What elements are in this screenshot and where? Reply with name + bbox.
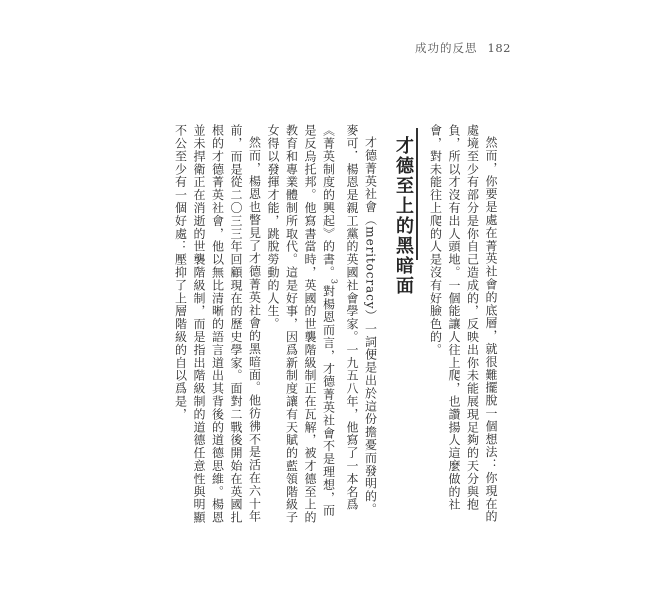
- running-header: [415, 40, 511, 56]
- paragraph-2: [264, 124, 380, 524]
- paragraph-1: 然而，你要是處在菁英社會的底層，就很難擺脫一個想法：你現在的處境至少有部分是你自己造成的，反映出你未能展現足夠的天分與抱負，所以才沒有出人頭地。一個能讓人往上爬，也讚揚人這麼做的社會，對未能往上爬的人是沒有好臉色的。: [428, 124, 498, 523]
- paragraph-3: [171, 124, 264, 524]
- footnote-marker: 3: [329, 278, 339, 285]
- book-page-body: [155, 124, 500, 524]
- section-heading: 才德至上的黑暗面: [394, 124, 413, 524]
- book-title: 成功的反思: [415, 41, 478, 55]
- paragraph-2-text-a: 才德菁英社會（meritocracy）一詞便是出於這份擔憂而發明的。麥可．楊恩是親工黨的英國社會學家。一九五八年，他寫了一本名爲《菁英制度的興起》的書。: [321, 124, 378, 516]
- paragraph-2-text-b: 對楊恩而言，才德菁英社會不是理想，而是反烏托邦。他寫書當時，英國的世襲階級制正在瓦解，被才德至上的教育和專業體制所取代。這是好事，因爲新制度讓有天賦的藍領階級子女得以發揮才能，跳脫勞動的人生。: [266, 124, 336, 524]
- page-number: 182: [487, 41, 511, 55]
- paragraph-3-text: 然而，楊恩也瞥見了才德菁英社會的黑暗面。他彷彿不是活在六十年前，而是從二〇三三年回顧現在的歷史學家。面對二戰後開始在英國扎根的才德菁英社會，他以無比清晰的語言道出其背後的道德思維。楊恩並未捍衛正在消逝的世襲階級制，而是指出階級制的道德任意性與明顯不公至少有一個好處：壓抑了上層階級的自以爲是，: [173, 124, 262, 524]
